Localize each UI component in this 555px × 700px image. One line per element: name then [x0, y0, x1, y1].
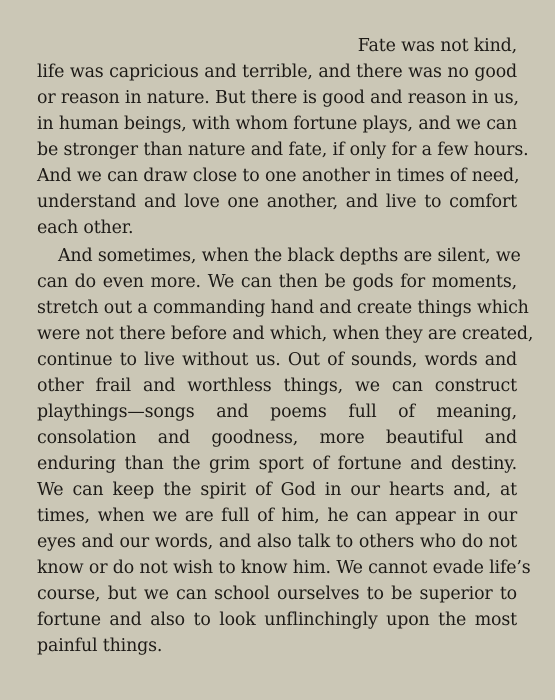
text-line: or reason in nature. But there is good and reason in us,	[37, 88, 519, 108]
text-line: course, but we can school ourselves to be superior to	[37, 584, 517, 604]
text-line: can do even more. We can then be gods for moments,	[37, 272, 517, 292]
text-line: And we can draw close to one another in times of need,	[37, 166, 520, 186]
text-line: each other.	[37, 218, 134, 238]
text-line: We can keep the spirit of God in our hearts and, at	[37, 480, 517, 500]
text-line: stretch out a commanding hand and create things which	[37, 298, 529, 318]
text-line: be stronger than nature and fate, if only for a few hours.	[37, 140, 529, 160]
text-line: fortune and also to look unflinchingly upon the most	[37, 610, 517, 630]
text-line: enduring than the grim sport of fortune and destiny.	[37, 454, 517, 474]
text-line: were not there before and which, when they are created,	[37, 324, 534, 344]
text-line: And sometimes, when the black depths are silent, we	[58, 246, 521, 266]
text-line: consolation and goodness, more beautiful and	[37, 428, 517, 448]
text-line: Fate was not kind,	[357, 36, 517, 56]
text-line: times, when we are full of him, he can appear in our	[37, 506, 517, 526]
text-line: playthings—songs and poems full of meaning,	[37, 402, 517, 422]
text-line: understand and love one another, and live to comfort	[37, 192, 517, 212]
text-line: painful things.	[37, 636, 163, 656]
text-line: life was capricious and terrible, and there was no good	[37, 62, 517, 82]
text-line: eyes and our words, and also talk to others who do not	[37, 532, 517, 552]
text-line: in human beings, with whom fortune plays, and we can	[37, 114, 518, 134]
text-line: continue to live without us. Out of sounds, words and	[37, 350, 517, 370]
text-line: know or do not wish to know him. We cannot evade life’s	[37, 558, 531, 578]
text-line: other frail and worthless things, we can construct	[37, 376, 517, 396]
